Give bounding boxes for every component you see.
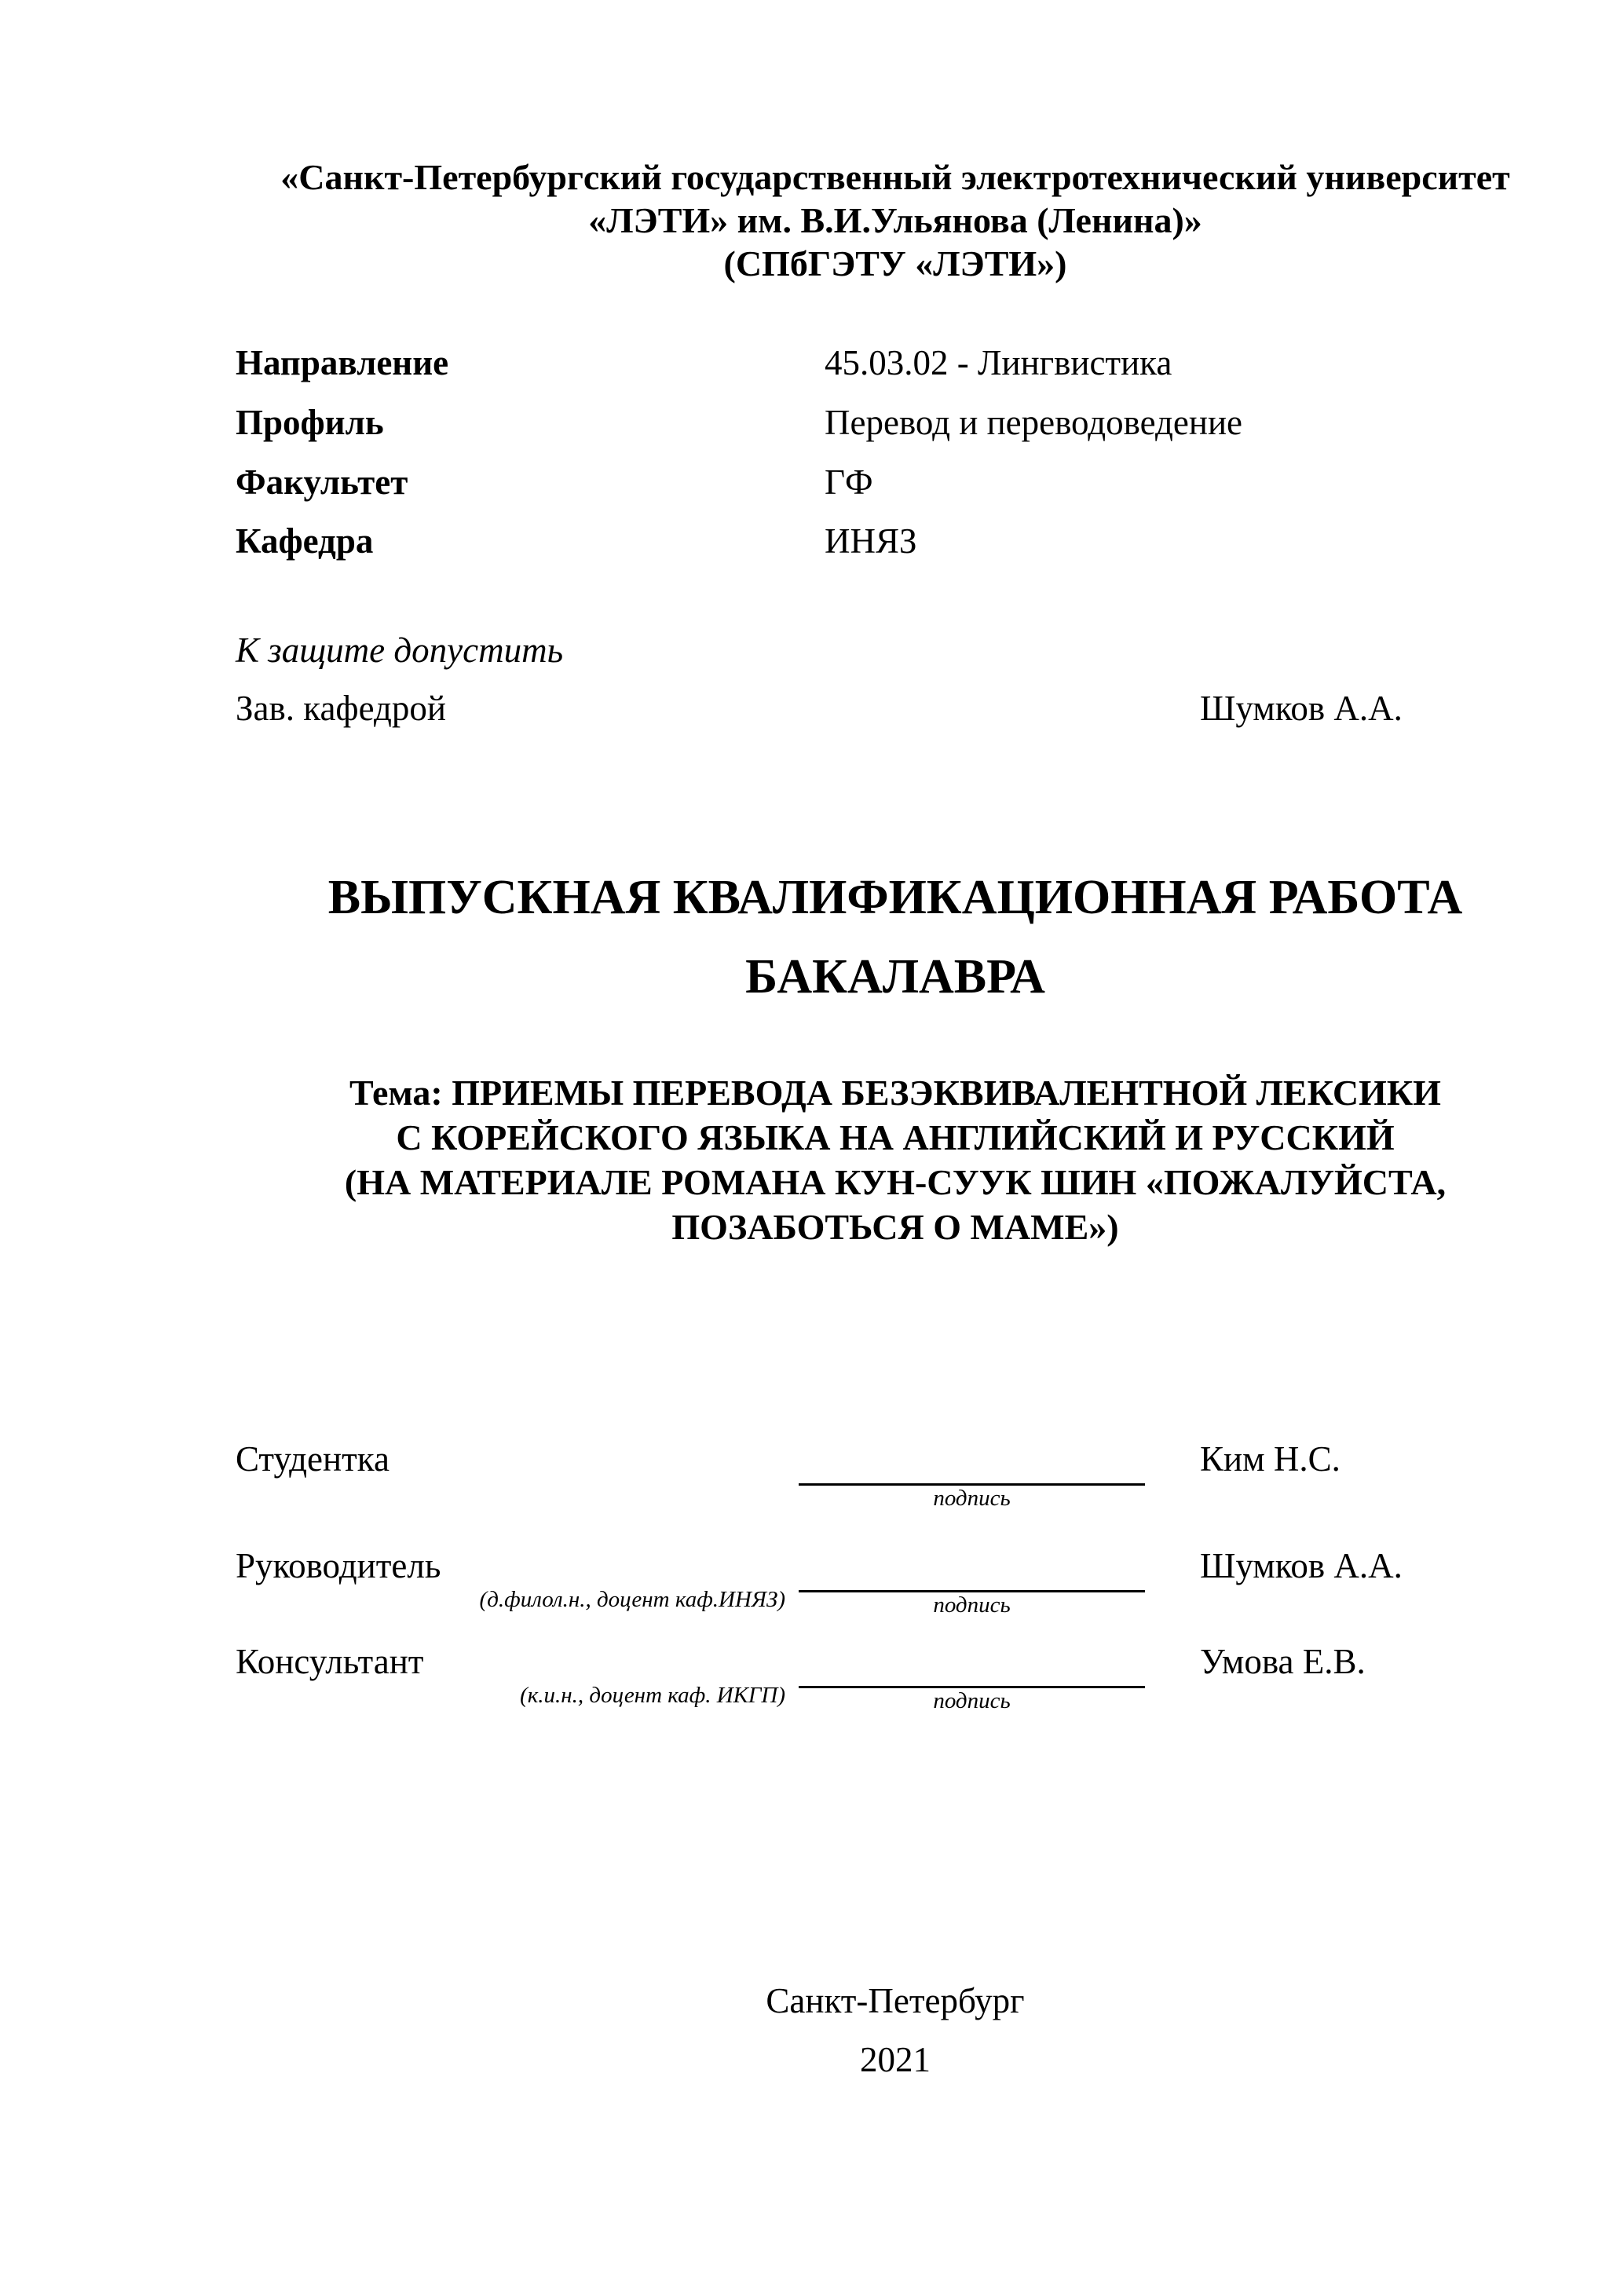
- faculty-value: ГФ: [825, 462, 873, 502]
- consultant-signature-caption: подпись: [933, 1688, 1011, 1713]
- consultant-name: Умова Е.В.: [1200, 1642, 1366, 1681]
- info-row-department: [236, 519, 1530, 563]
- university-header: [166, 155, 1624, 285]
- work-title-line-2: БАКАЛАВРА: [745, 950, 1045, 1004]
- student-name: Ким Н.С.: [1200, 1439, 1341, 1479]
- student-role-label: Студентка: [236, 1439, 390, 1479]
- info-row-profile: [236, 400, 1530, 444]
- info-row-direction: [236, 341, 1530, 385]
- theme-line-2: С КОРЕЙСКОГО ЯЗЫКА НА АНГЛИЙСКИЙ И РУССКИЙ: [396, 1117, 1395, 1157]
- university-name-line-2: «ЛЭТИ» им. В.И.Ульянова (Ленина)»: [588, 200, 1202, 240]
- theme-line-4: ПОЗАБОТЬСЯ О МАМЕ»): [671, 1207, 1119, 1247]
- student-signature-caption: подпись: [933, 1486, 1011, 1511]
- direction-value: 45.03.02 - Лингвистика: [825, 343, 1172, 382]
- university-name-line-1: «Санкт-Петербургский государственный электротехнический университет: [280, 157, 1510, 197]
- department-label: Кафедра: [236, 521, 374, 561]
- faculty-label: Факультет: [236, 462, 408, 502]
- supervisor-role-label: Руководитель: [236, 1546, 441, 1585]
- info-row-faculty: [236, 460, 1530, 504]
- university-name-line-3: (СПбГЭТУ «ЛЭТИ»): [723, 243, 1067, 283]
- direction-label: Направление: [236, 343, 449, 382]
- footer-city: Санкт-Петербург: [766, 1981, 1025, 2020]
- consultant-attribution: (к.и.н., доцент каф. ИКГП): [520, 1683, 785, 1708]
- supervisor-attribution: (д.филол.н., доцент каф.ИНЯЗ): [479, 1587, 785, 1612]
- department-head-label: Зав. кафедрой: [236, 689, 446, 728]
- profile-value: Перевод и переводоведение: [825, 403, 1243, 442]
- admission-phrase: К защите допустить: [236, 631, 564, 670]
- profile-label: Профиль: [236, 403, 384, 442]
- footer-year: 2021: [860, 2040, 931, 2079]
- work-title-line-1: ВЫПУСКНАЯ КВАЛИФИКАЦИОННАЯ РАБОТА: [327, 871, 1463, 924]
- theme-line-1: Тема: ПРИЕМЫ ПЕРЕВОДА БЕЗЭКВИВАЛЕНТНОЙ ЛЕКСИКИ: [349, 1073, 1441, 1113]
- department-value: ИНЯЗ: [825, 521, 917, 561]
- department-head-name: Шумков А.А.: [1200, 689, 1403, 728]
- supervisor-signature-caption: подпись: [933, 1592, 1011, 1618]
- theme-line-3: (НА МАТЕРИАЛЕ РОМАНА КУН-СУУК ШИН «ПОЖАЛУЙСТА,: [344, 1162, 1447, 1202]
- theme-block: [166, 1070, 1624, 1249]
- consultant-role-label: Консультант: [236, 1642, 424, 1681]
- supervisor-name: Шумков А.А.: [1200, 1546, 1403, 1585]
